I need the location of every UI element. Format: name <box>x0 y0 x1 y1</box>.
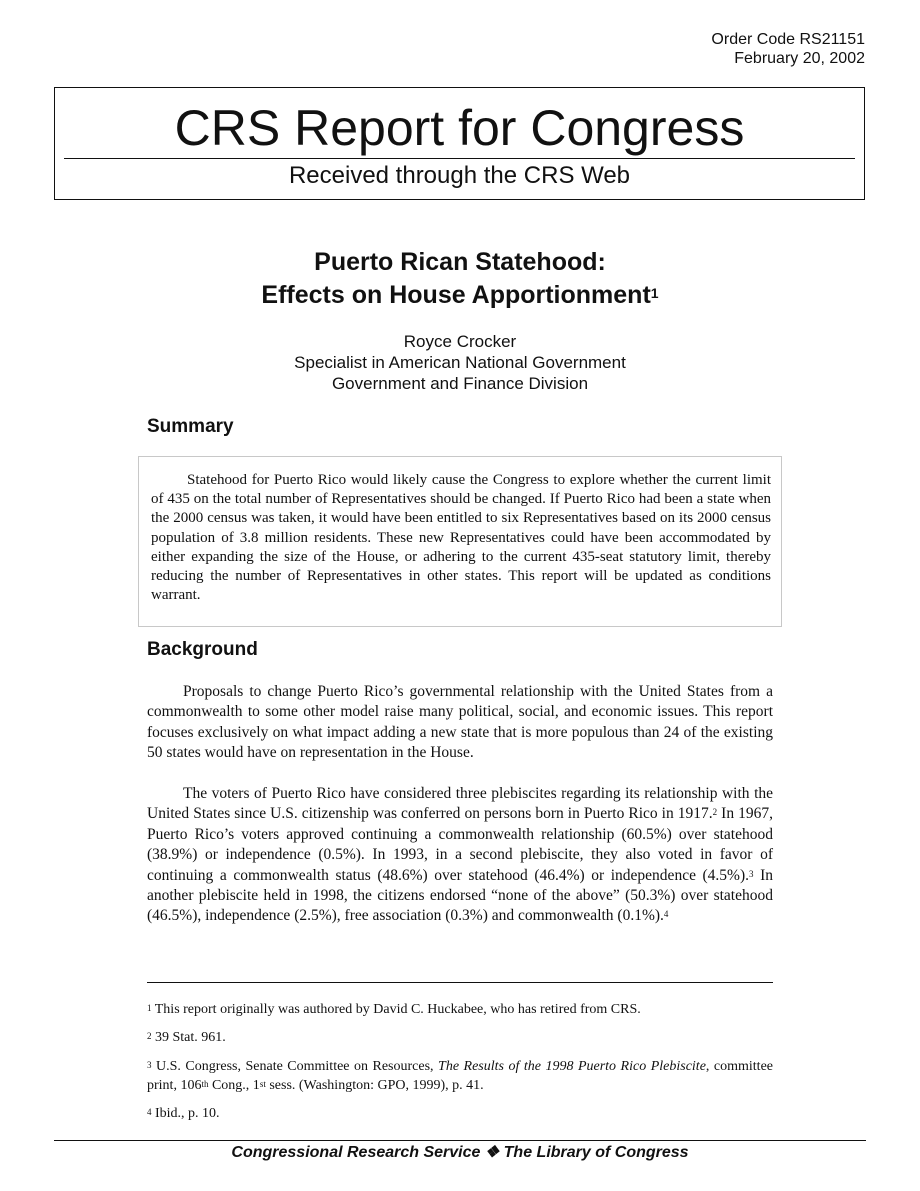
order-code: Order Code RS21151 <box>711 31 865 48</box>
header-divider <box>64 158 855 159</box>
footnote-3 <box>147 1058 773 1095</box>
footnote-text: 39 Stat. 961. <box>151 1030 226 1045</box>
footnote-text: Ibid., p. 10. <box>151 1106 220 1121</box>
background-paragraph-1: Proposals to change Puerto Rico’s governmental relationship with the United States from a commonwealth to some other model raise many political, social, and economic issues. This report focuses exclusively on what impact adding a new state that is more populous than 24 of the existing 50 states would have on representation in the House. <box>147 683 773 762</box>
summary-heading: Summary <box>147 416 234 437</box>
footnote-text: , committee print, 106 <box>147 1059 773 1093</box>
author-position: Specialist in American National Government <box>294 353 626 372</box>
footnote-number: 1 <box>147 1003 152 1013</box>
title-line-2 <box>0 279 920 312</box>
author-name: Royce Crocker <box>403 332 517 351</box>
report-header-subtitle: Received through the CRS Web <box>288 162 631 189</box>
para2-text-b: In 1967, Puerto Rico’s voters approved continuing a commonwealth relationship (60.5%) over statehood (38.9%) or independence (0.5%). In 1993, in a second plebiscite, they also voted in favor of continuing a commonwealth status (48.6%) over statehood (46.4%) or independence (4.5%). <box>147 805 773 884</box>
footnote-2 <box>147 1029 773 1048</box>
footnote-ref[interactable]: 4 <box>663 909 669 920</box>
footnote-number: 2 <box>147 1031 152 1041</box>
footnote-number: 4 <box>147 1107 152 1117</box>
footnote-ref[interactable]: 1 <box>650 285 659 301</box>
footnote-text: This report originally was authored by David C. Huckabee, who has retired from CRS. <box>151 1002 641 1017</box>
footnote-ref[interactable]: 2 <box>712 807 718 818</box>
footnote-4 <box>147 1105 773 1124</box>
footnote-text: Cong., 1 <box>208 1077 260 1093</box>
summary-box <box>138 456 782 627</box>
summary-text: Statehood for Puerto Rico would likely cause the Congress to explore whether the current limit of 435 on the total number of Representatives should be changed. If Puerto Rico had been a state when the 2000 census was taken, it would have been entitled to six Representatives based on its 2000 census population of 3.8 million residents. These new Representatives could have been accommodated by either expanding the size of the House, or adhering to the current 435-seat statutory limit, thereby reducing the number of Representatives in other states. This report will be updated as conditions warrant. <box>151 472 771 604</box>
author-division: Government and Finance Division <box>331 374 589 393</box>
footnote-ref[interactable]: 3 <box>749 868 754 879</box>
title-line-1: Puerto Rican Statehood: <box>314 248 606 276</box>
report-header-title: CRS Report for Congress <box>174 100 745 156</box>
author-block <box>0 331 920 394</box>
title-line-2-text: Effects on House Apportionment <box>261 281 651 309</box>
background-heading: Background <box>147 639 258 660</box>
ordinal-suffix: th <box>201 1078 209 1089</box>
footer-divider <box>54 1140 866 1141</box>
order-code-block <box>711 30 865 68</box>
report-date: February 20, 2002 <box>734 50 865 67</box>
footnote-text: sess. (Washington: GPO, 1999), p. 41. <box>265 1077 484 1093</box>
footnote-text: U.S. Congress, Senate Committee on Resources, <box>151 1059 439 1074</box>
document-title <box>0 246 920 312</box>
report-header-box <box>54 87 865 200</box>
footnote-1 <box>147 1001 773 1020</box>
para2-text-c: In another plebiscite held in 1998, the citizens endorsed “none of the above” (50.3%) over statehood (46.5%), independence (2.5%), free association (0.3%) and commonwealth (0.1%). <box>147 866 773 925</box>
footnote-divider <box>147 982 773 983</box>
ordinal-suffix: st <box>259 1078 266 1089</box>
page-footer: Congressional Research Service ❖ The Library of Congress <box>231 1144 689 1161</box>
background-paragraph-2 <box>147 784 773 927</box>
footnote-cited-title: The Results of the 1998 Puerto Rico Plebiscite <box>438 1059 706 1074</box>
para2-text-a: The voters of Puerto Rico have considered three plebiscites regarding its relationship with the United States since U.S. citizenship was conferred on persons born in Puerto Rico in 1917. <box>147 785 773 823</box>
footnote-number: 3 <box>147 1060 152 1070</box>
